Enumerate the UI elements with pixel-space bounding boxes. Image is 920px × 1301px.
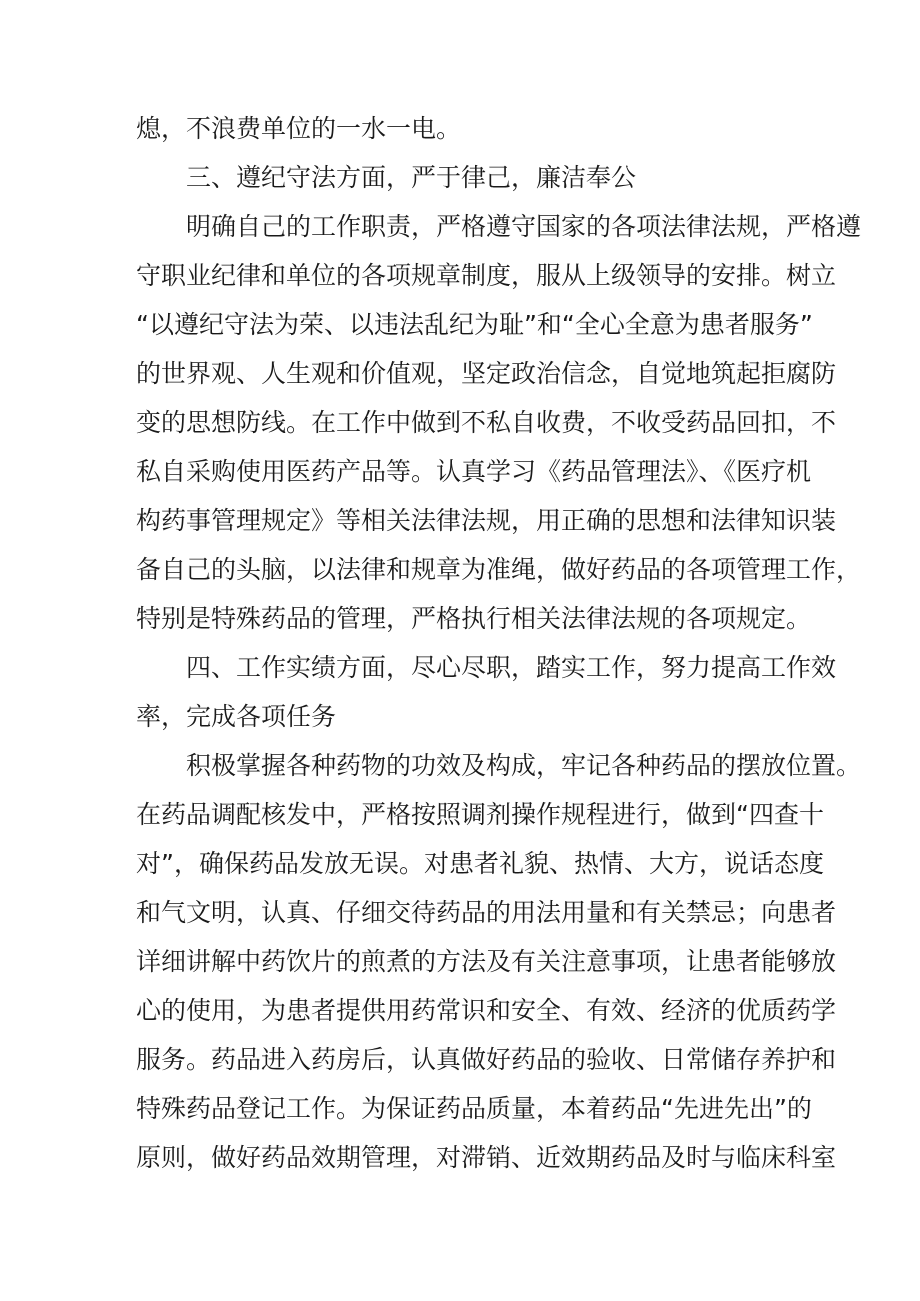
text-line: 心的使用，为患者提供用药常识和安全、有效、经济的优质药学 [136, 996, 837, 1025]
text-line: 备自己的头脑，以法律和规章为准绳，做好药品的各项管理工作， [136, 555, 862, 584]
text-line: 守职业纪律和单位的各项规章制度，服从上级领导的安排。树立 [136, 261, 837, 290]
text-line: 特殊药品登记工作。为保证药品质量，本着药品“先进先出”的 [136, 1094, 812, 1123]
text-line: 详细讲解中药饮片的煎煮的方法及有关注意事项，让患者能够放 [136, 947, 837, 976]
text-line: 原则，做好药品效期管理，对滞销、近效期药品及时与临床科室 [136, 1143, 837, 1172]
text-line: 和气文明，认真、仔细交待药品的用法用量和有关禁忌；向患者 [136, 898, 837, 927]
text-line: 熄，不浪费单位的一水一电。 [136, 114, 462, 143]
document-body [136, 104, 862, 1182]
text-line: “以遵纪守法为荣、以违法乱纪为耻”和“全心全意为患者服务” [136, 310, 813, 339]
text-line: 积极掌握各种药物的功效及构成，牢记各种药品的摆放位置。 [186, 751, 862, 780]
text-line: 对”，确保药品发放无误。对患者礼貌、热情、大方，说话态度 [136, 849, 824, 878]
text-line: 变的思想防线。在工作中做到不私自收费，不收受药品回扣，不 [136, 408, 837, 437]
text-line: 的世界观、人生观和价值观，坚定政治信念，自觉地筑起拒腐防 [136, 359, 837, 388]
text-line: 明确自己的工作职责，严格遵守国家的各项法律法规，严格遵 [186, 212, 862, 241]
section-heading-4: 四、工作实绩方面，尽心尽职，踏实工作，努力提高工作效 [186, 653, 837, 682]
text-line: 私自采购使用医药产品等。认真学习《药品管理法》、《医疗机 [136, 457, 812, 486]
text-line: 服务。药品进入药房后，认真做好药品的验收、日常储存养护和 [136, 1045, 837, 1074]
text-line: 特别是特殊药品的管理，严格执行相关法律法规的各项规定。 [136, 604, 812, 633]
section-heading-4-continued: 率，完成各项任务 [136, 702, 337, 731]
text-line: 构药事管理规定》等相关法律法规，用正确的思想和法律知识装 [136, 506, 837, 535]
text-line: 在药品调配核发中，严格按照调剂操作规程进行，做到“四查十 [136, 800, 824, 829]
section-heading-3: 三、遵纪守法方面，严于律己，廉洁奉公 [186, 163, 637, 192]
